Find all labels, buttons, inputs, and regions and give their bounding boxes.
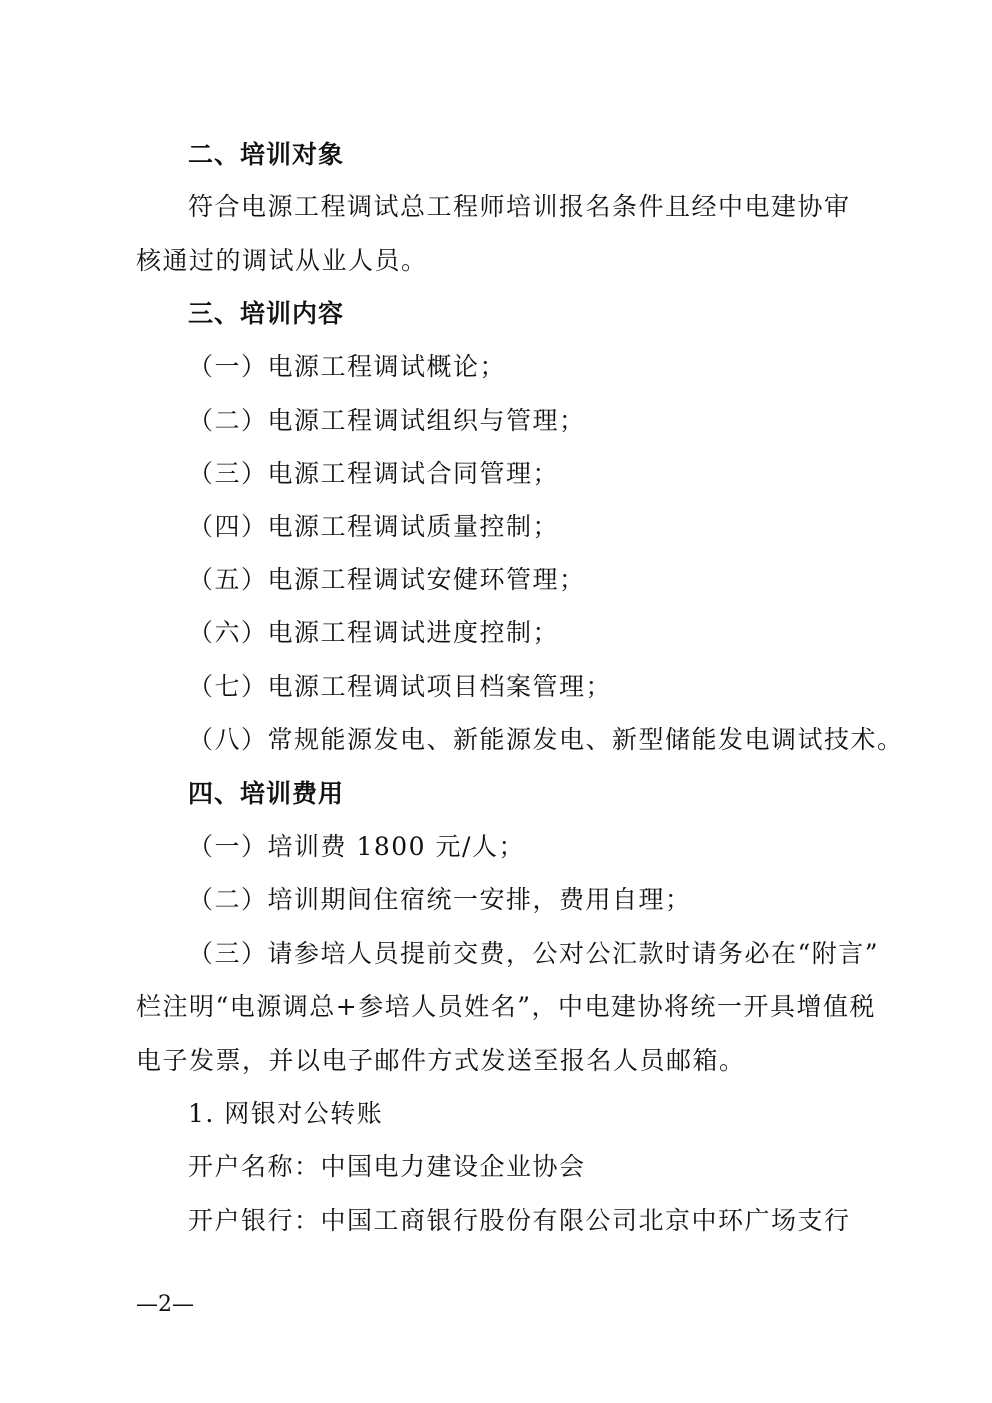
account-name-line: 开户名称：中国电力建设企业协会 (188, 1152, 586, 1181)
list-item: （五）电源工程调试安健环管理； (188, 565, 586, 594)
paragraph-line: 核通过的调试从业人员。 (136, 246, 428, 275)
paragraph-line: 符合电源工程调试总工程师培训报名条件且经中电建协审 (188, 192, 851, 221)
list-item: （二）培训期间住宿统一安排，费用自理； (188, 885, 692, 914)
list-item: （八）常规能源发电、新能源发电、新型储能发电调试技术。 (188, 725, 904, 754)
section-heading-training-fees: 四、培训费用 (188, 779, 345, 808)
page-number: —2— (136, 1292, 194, 1317)
account-bank-line: 开户银行：中国工商银行股份有限公司北京中环广场支行 (188, 1206, 851, 1235)
list-item: （七）电源工程调试项目档案管理； (188, 672, 613, 701)
section-heading-training-content: 三、培训内容 (188, 299, 345, 328)
paragraph-line: （三）请参培人员提前交费，公对公汇款时请务必在“附言” (188, 939, 880, 968)
list-item: （二）电源工程调试组织与管理； (188, 406, 586, 435)
list-item: （一）培训费 1800 元/人； (188, 832, 525, 861)
subheading-bank-transfer: 1. 网银对公转账 (188, 1099, 384, 1128)
paragraph-line: 栏注明“电源调总+参培人员姓名”，中电建协将统一开具增值税 (136, 992, 877, 1021)
paragraph-line: 电子发票，并以电子邮件方式发送至报名人员邮箱。 (136, 1046, 746, 1075)
list-item: （六）电源工程调试进度控制； (188, 618, 560, 647)
list-item: （一）电源工程调试概论； (188, 352, 507, 381)
list-item: （四）电源工程调试质量控制； (188, 512, 560, 541)
section-heading-training-target: 二、培训对象 (188, 140, 345, 169)
list-item: （三）电源工程调试合同管理； (188, 459, 560, 488)
